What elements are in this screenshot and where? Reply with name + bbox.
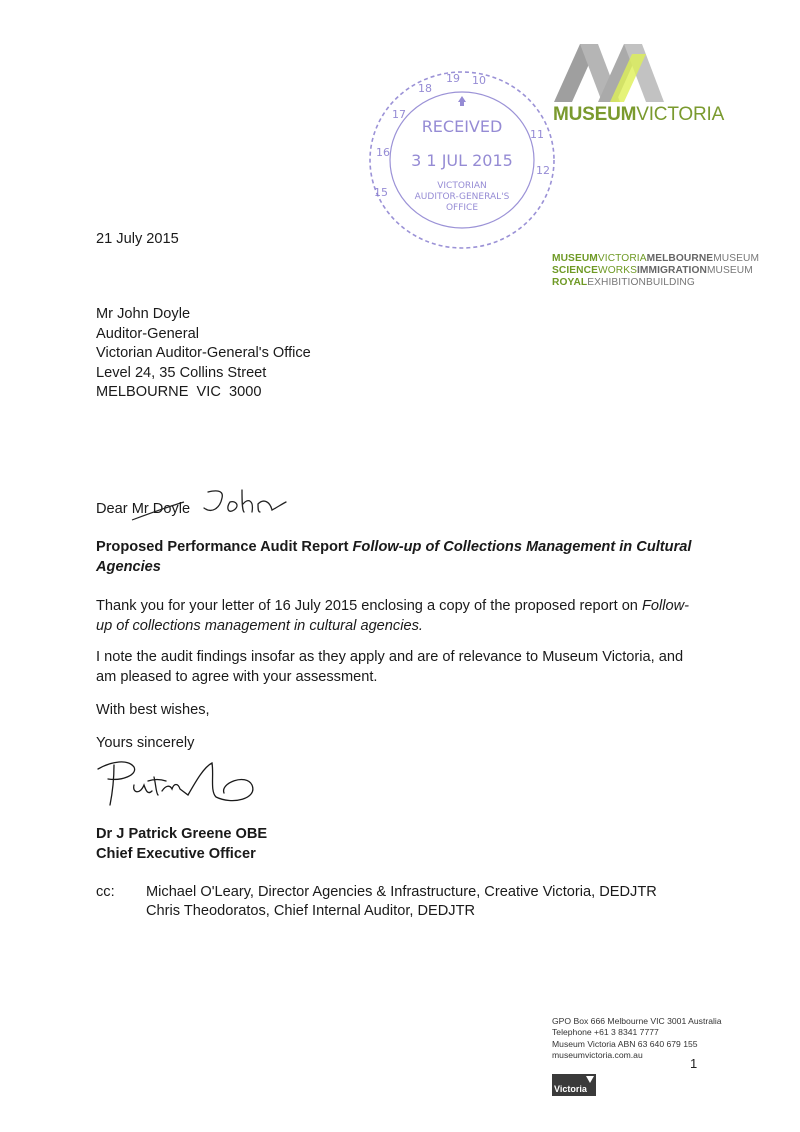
subject-italic-1: Follow-up of Collections Management in Cultural [352,539,692,555]
venue-name-segment: MELBOURNE [646,253,714,264]
venue-line-1 [552,253,759,265]
letter-date: 21 July 2015 [96,231,179,247]
museum-victoria-logo-mark [550,36,670,104]
para1-line2-italic: up of collections management in cultural agencies. [96,617,423,634]
venue-name-segment: VICTORIA [597,253,647,264]
cc-line-2: Chris Theodoratos, Chief Internal Auditor, DEDJTR [146,903,476,919]
stamp-ring-number: 19 [446,72,460,85]
para1-line1-plain: Thank you for your letter of 16 July 2015 enclosing a copy of the proposed report on [96,598,642,614]
handwritten-signature [92,755,262,817]
venue-name-segment: ROYAL [552,277,588,289]
stamp-org-line-3: OFFICE [445,203,479,213]
signatory-name: Dr J Patrick Greene OBE [96,826,268,842]
footer-line-3: Museum Victoria ABN 63 640 679 155 [552,1038,698,1049]
venue-name-segment: MUSEUM [713,253,760,264]
stamp-ring-number: 17 [392,108,406,121]
venue-line-2 [552,265,759,277]
venue-name-segment: MUSEUM [706,265,753,277]
closing-sincerely: Yours sincerely [96,735,195,751]
paragraph-1 [96,597,689,636]
victoria-logo-text: Victoria [554,1084,587,1094]
venue-name-segment: SCIENCE [552,265,598,277]
para2-line2: am pleased to agree with your assessment. [96,668,378,685]
para2-line1: I note the audit findings insofar as they apply and are of relevance to Museum Victoria, and [96,649,684,665]
stamp-ring-number: 10 [472,74,486,87]
salutation-word: Dear [96,501,128,517]
salutation-handwriting [130,488,290,528]
stamp-ring-number: 16 [376,146,390,159]
stamp-date: 3 1 JUL 2015 [411,151,513,170]
stamp-org-line-1: VICTORIAN [437,181,487,191]
footer-line-2: Telephone +61 3 8341 7777 [552,1027,659,1038]
recipient-name: Mr John Doyle [96,306,191,322]
recipient-office: Victorian Auditor-General's Office [96,345,311,362]
cc-line-1: Michael O'Leary, Director Agencies & Infrastructure, Creative Victoria, DEDJTR [146,884,657,900]
venue-list [552,253,759,290]
stamp-ring-number: 12 [536,164,550,177]
stamp-org-line-2: AUDITOR-GENERAL'S [414,192,510,202]
stamp-ring-number: 18 [418,82,432,95]
recipient-title: Auditor-General [96,325,200,342]
recipient-city: MELBOURNE VIC 3000 [96,384,262,401]
footer-line-4: museumvictoria.com.au [552,1050,643,1061]
subject-line [96,538,691,577]
venue-name-segment: MUSEUM [552,253,598,264]
venue-name-segment: EXHIBITIONBUILDING [587,277,695,289]
victoria-government-logo [552,1074,596,1096]
paragraph-2 [96,648,683,687]
stamp-ring-number: 15 [374,186,388,199]
stamp-received: RECEIVED [421,117,503,136]
recipient-address [96,305,311,403]
museum-victoria-logo-text: MUSEUMVICTORIA [553,104,725,125]
signatory-title: Chief Executive Officer [96,846,256,862]
subject-plain: Proposed Performance Audit Report [96,539,353,555]
received-stamp [362,66,562,256]
para1-line1-italic: Follow- [641,598,690,614]
venue-line-3 [552,277,759,289]
venue-name-segment: IMMIGRATION [637,265,707,277]
footer-line-1: GPO Box 666 Melbourne VIC 3001 Australia [552,1016,722,1026]
recipient-street: Level 24, 35 Collins Street [96,364,267,381]
subject-italic-2: Agencies [96,558,161,575]
page-number: 1 [690,1056,698,1071]
salutation-struck-name: Mr Doyle [131,501,191,517]
crown-icon [458,96,466,106]
closing-wishes: With best wishes, [96,702,210,718]
venue-name-segment: WORKS [598,265,637,277]
cc-label: cc: [96,884,115,900]
footer-address [552,1016,722,1062]
stamp-ring-number: 11 [530,128,544,141]
